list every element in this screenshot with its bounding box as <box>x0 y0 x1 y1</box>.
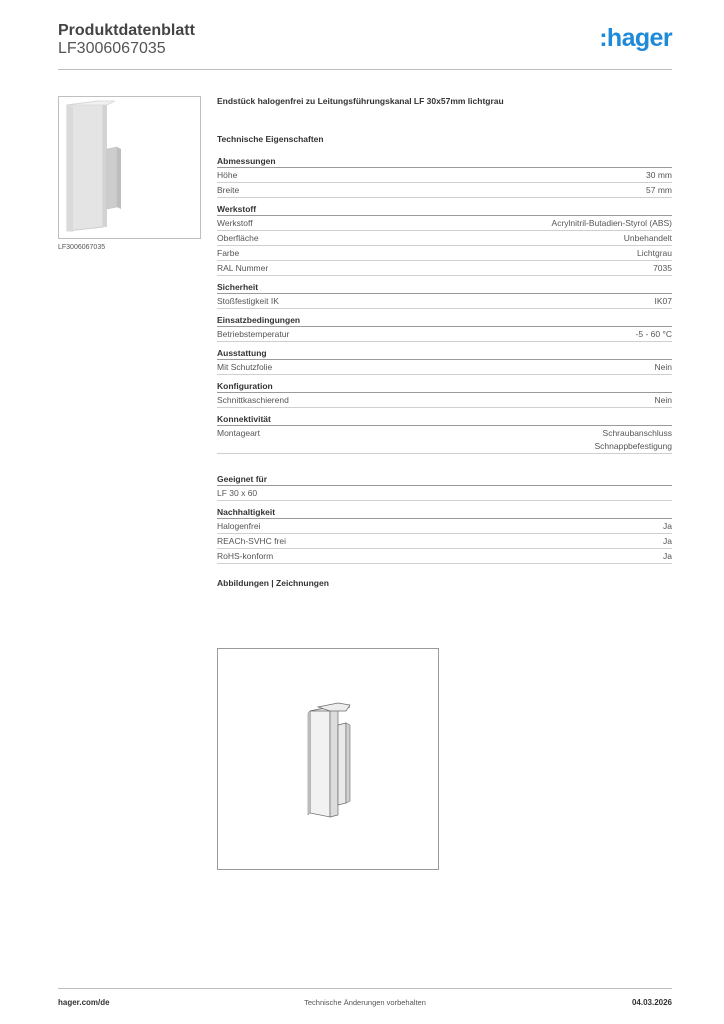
figures-heading: Abbildungen | Zeichnungen <box>217 578 329 588</box>
footer-website: hager.com/de <box>58 998 110 1007</box>
property-value-line: Schraubanschluss <box>602 428 672 438</box>
property-label: RoHS-konform <box>217 551 274 561</box>
product-thumbnail <box>58 96 201 239</box>
property-value <box>594 427 672 453</box>
product-image <box>59 97 200 238</box>
property-label: Mit Schutzfolie <box>217 362 273 372</box>
property-row <box>217 327 672 342</box>
property-row <box>217 534 672 549</box>
section-title: Nachhaltigkeit <box>217 507 672 519</box>
section-title: Geeignet für <box>217 474 672 486</box>
property-value-line: Schnappbefestigung <box>594 441 672 451</box>
section-title: Einsatzbedingungen <box>217 315 672 327</box>
property-label: Werkstoff <box>217 218 253 228</box>
section-sicherheit <box>217 282 672 309</box>
footer-date: 04.03.2026 <box>631 998 672 1007</box>
property-value: -5 - 60 °C <box>635 329 672 339</box>
property-row <box>217 360 672 375</box>
thumbnail-caption: LF3006067035 <box>58 244 106 251</box>
main-content <box>217 96 672 592</box>
section-ausstattung <box>217 348 672 375</box>
property-row <box>217 549 672 564</box>
property-label: RAL Nummer <box>217 263 269 273</box>
property-label: Montageart <box>217 428 260 438</box>
section-konnektivitaet <box>217 414 672 454</box>
section-title: Abmessungen <box>217 156 672 168</box>
property-value: Nein <box>654 362 672 372</box>
section-title: Sicherheit <box>217 282 672 294</box>
document-title: Produktdatenblatt <box>58 22 195 39</box>
property-label: Betriebstemperatur <box>217 329 290 339</box>
property-row <box>217 393 672 408</box>
section-werkstoff <box>217 204 672 276</box>
section-nachhaltigkeit <box>217 507 672 564</box>
property-label: Breite <box>217 185 240 195</box>
page-footer <box>58 988 672 1008</box>
property-row <box>217 294 672 309</box>
property-value: Lichtgrau <box>637 248 672 258</box>
section-title: Ausstattung <box>217 348 672 360</box>
section-title: Werkstoff <box>217 204 672 216</box>
product-drawing <box>217 648 439 870</box>
property-row <box>217 246 672 261</box>
property-value: IK07 <box>654 296 672 306</box>
article-number: LF3006067035 <box>58 40 166 57</box>
product-description: Endstück halogenfrei zu Leitungsführungskanal LF 30x57mm lichtgrau <box>217 96 504 106</box>
property-row <box>217 486 672 501</box>
property-label: REACh-SVHC frei <box>217 536 286 546</box>
technical-properties-heading: Technische Eigenschaften <box>217 134 324 144</box>
section-einsatzbedingungen <box>217 315 672 342</box>
section-title: Konnektivität <box>217 414 672 426</box>
property-row <box>217 216 672 231</box>
property-value: Ja <box>663 536 672 546</box>
property-value: Nein <box>654 395 672 405</box>
property-label: Schnittkaschierend <box>217 395 289 405</box>
property-value: 7035 <box>653 263 672 273</box>
property-row <box>217 183 672 198</box>
property-value: Ja <box>663 551 672 561</box>
property-value: Unbehandelt <box>623 233 672 243</box>
hager-logo: :hager <box>599 24 672 52</box>
property-label: LF 30 x 60 <box>217 488 258 498</box>
property-value: 57 mm <box>646 185 672 195</box>
property-label: Farbe <box>217 248 240 258</box>
property-value: 30 mm <box>646 170 672 180</box>
page-header <box>58 22 672 70</box>
product-drawing-image <box>218 649 438 869</box>
property-label: Stoßfestigkeit IK <box>217 296 279 306</box>
property-label: Oberfläche <box>217 233 259 243</box>
property-row <box>217 519 672 534</box>
section-geeignet-fuer <box>217 474 672 501</box>
footer-disclaimer: Technische Änderungen vorbehalten <box>304 998 426 1007</box>
property-label: Höhe <box>217 170 238 180</box>
property-row <box>217 426 672 454</box>
section-title: Konfiguration <box>217 381 672 393</box>
property-value: Acrylnitril-Butadien-Styrol (ABS) <box>551 218 672 228</box>
property-row <box>217 261 672 276</box>
property-row <box>217 231 672 246</box>
property-row <box>217 168 672 183</box>
property-label: Halogenfrei <box>217 521 261 531</box>
property-value: Ja <box>663 521 672 531</box>
section-abmessungen <box>217 156 672 198</box>
section-konfiguration <box>217 381 672 408</box>
